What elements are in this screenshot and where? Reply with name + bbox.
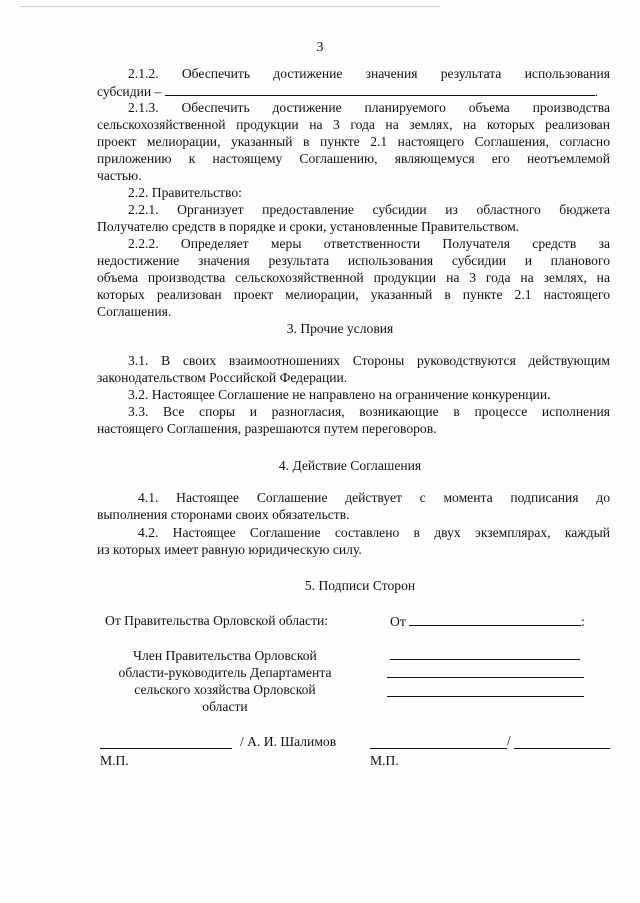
- scan-edge-line: [20, 6, 440, 7]
- clause-2-1-3-line-5: частью.: [97, 168, 142, 183]
- clause-2-2: 2.2. Правительство:: [128, 185, 242, 200]
- stamp-place-right: М.П.: [370, 753, 399, 768]
- official-title-line-1: Член Правительства Орловской: [133, 648, 317, 663]
- official-title-line-4: области: [202, 699, 248, 714]
- page-number: 3: [316, 40, 324, 55]
- clause-2-2-2-line-5: Соглашения.: [97, 304, 172, 319]
- official-title-line-2: области-руководитель Департамента: [118, 665, 332, 680]
- left-signature-blank: [100, 748, 232, 749]
- stamp-place-left: М.П.: [100, 753, 129, 768]
- clause-2-1-3-line-1: 2.1.3. Обеспечить достижение планируемого объема производства: [128, 100, 610, 115]
- clause-2-2-1-line-1: 2.2.1. Организует предоставление субсидии из областного бюджета: [128, 202, 610, 217]
- clause-2-1-2-line-2: [97, 82, 598, 100]
- section-5-title: 5. Подписи Сторон: [304, 578, 416, 593]
- clause-2-2-2-line-2: недостижение значения результата использования субсидии и планового: [97, 253, 610, 268]
- right-signature-rule-3: [387, 696, 584, 697]
- clause-2-1-3-line-2: сельскохозяйственной продукции на 3 года на землях, на которых реализован: [97, 117, 610, 132]
- clause-4-1-line-1: 4.1. Настоящее Соглашение действует с момента подписания до: [138, 490, 610, 505]
- section-4-title: 4. Действие Соглашения: [278, 458, 422, 473]
- clause-4-2-line-1: 4.2. Настоящее Соглашение составлено в двух экземплярах, каждый: [138, 525, 610, 540]
- signer-name: / А. И. Шалимов: [240, 734, 337, 749]
- right-signature-rule-2: [387, 677, 584, 678]
- right-party-end: :: [581, 614, 585, 629]
- clause-2-2-2-line-3: объема производства сельскохозяйственной продукции на 3 года на землях, на: [97, 270, 610, 285]
- clause-4-1-line-2: выполнения сторонами своих обязательств.: [97, 507, 350, 522]
- left-party-label: От Правительства Орловской области:: [105, 613, 329, 628]
- official-title-line-3: сельского хозяйства Орловской: [134, 682, 316, 697]
- clause-3-3-line-1: 3.3. Все споры и разногласия, возникающие в процессе исполнения: [128, 404, 610, 419]
- right-signature-slash: /: [507, 733, 511, 748]
- section-3-title: 3. Прочие условия: [286, 321, 394, 336]
- right-party-name-blank: [409, 612, 581, 626]
- clause-2-2-2-line-1: 2.2.2. Определяет меры ответственности Получателя средств за: [128, 236, 610, 251]
- right-signature-blank: [370, 748, 507, 749]
- clause-2-1-2-blank: [165, 82, 595, 96]
- clause-3-3-line-2: настоящего Соглашения, разрешаются путем переговоров.: [97, 421, 437, 436]
- clause-3-2: 3.2. Настоящее Соглашение не направлено на ограничение конкуренции.: [128, 387, 551, 402]
- clause-2-1-3-line-4: приложению к настоящему Соглашению, являющемуся его неотъемлемой: [97, 151, 610, 166]
- clause-2-2-2-line-4: которых реализован проект мелиорации, указанный в пункте 2.1 настоящего: [97, 287, 610, 302]
- clause-2-1-3-line-3: проект мелиорации, указанный в пункте 2.1 настоящего Соглашения, согласно: [97, 134, 610, 149]
- clause-2-2-1-line-2: Получателю средств в порядке и сроки, установленные Правительством.: [97, 219, 520, 234]
- clause-2-1-2-text: субсидии –: [97, 84, 162, 99]
- right-signature-rule-1: [390, 659, 580, 660]
- clause-2-1-2-line-1: 2.1.2. Обеспечить достижение значения результата использования: [128, 66, 610, 81]
- clause-3-1-line-1: 3.1. В своих взаимоотношениях Стороны руководствуются действующим: [128, 353, 610, 368]
- clause-4-2-line-2: из которых имеет равную юридическую силу.: [97, 542, 362, 557]
- right-party-label: От: [390, 614, 406, 629]
- clause-2-1-2-end: .: [594, 84, 599, 99]
- right-name-blank: [514, 748, 610, 749]
- clause-3-1-line-2: законодательством Российской Федерации.: [97, 370, 348, 385]
- right-party-line: [390, 612, 585, 630]
